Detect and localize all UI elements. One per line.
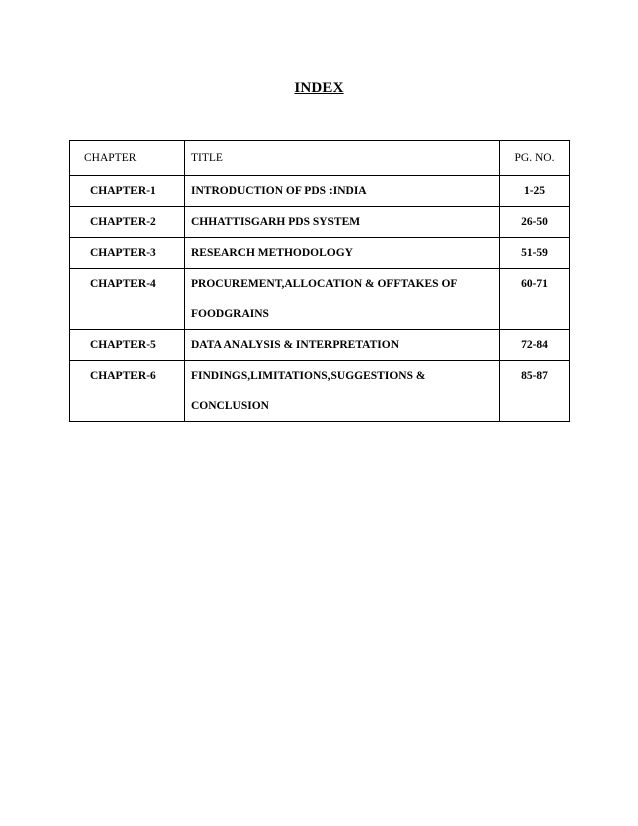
table-row: [70, 238, 570, 269]
page-range: 72-84: [521, 339, 548, 351]
chapter-cell: [70, 330, 185, 361]
chapter-title-line: FINDINGS,LIMITATIONS,SUGGESTIONS &: [191, 370, 426, 382]
chapter-title: [185, 330, 499, 360]
title-cell: [185, 330, 500, 361]
table-row: [70, 176, 570, 207]
chapter-label: CHAPTER-1: [90, 185, 156, 197]
chapter-label: CHAPTER-4: [90, 278, 156, 290]
title-cell: [185, 361, 500, 422]
chapter-label: CHAPTER-6: [90, 370, 156, 382]
page-cell: [500, 238, 570, 269]
header-chapter: CHAPTER: [84, 152, 137, 164]
header-chapter-cell: [70, 141, 185, 176]
title-cell: [185, 176, 500, 207]
title-cell: [185, 269, 500, 330]
page-range: 60-71: [521, 278, 548, 290]
title-cell: [185, 238, 500, 269]
header-page-number: PG. NO.: [514, 152, 555, 164]
page-range: 85-87: [521, 370, 548, 382]
page-cell: [500, 269, 570, 330]
index-table-body: [70, 141, 570, 422]
page-range: 51-59: [521, 247, 548, 259]
page-title: INDEX: [294, 80, 344, 96]
page-range: 1-25: [523, 185, 546, 197]
chapter-cell: [70, 207, 185, 238]
chapter-title: [185, 269, 499, 329]
chapter-title-line: CONCLUSION: [191, 400, 269, 412]
chapter-cell: [70, 238, 185, 269]
table-row: [70, 207, 570, 238]
chapter-cell: [70, 176, 185, 207]
index-table: [69, 140, 570, 422]
chapter-title: [185, 238, 499, 268]
chapter-label: CHAPTER-5: [90, 339, 156, 351]
table-row: [70, 330, 570, 361]
page-cell: [500, 176, 570, 207]
title-cell: [185, 207, 500, 238]
chapter-cell: [70, 269, 185, 330]
header-title: TITLE: [191, 152, 223, 164]
chapter-title: [185, 176, 499, 206]
header-page-cell: [500, 141, 570, 176]
page-cell: [500, 207, 570, 238]
header-title-cell: [185, 141, 500, 176]
chapter-label: CHAPTER-3: [90, 247, 156, 259]
chapter-title-line: PROCUREMENT,ALLOCATION & OFFTAKES OF: [191, 278, 458, 290]
chapter-title-line: FOODGRAINS: [191, 308, 269, 320]
table-row: [70, 269, 570, 330]
page-cell: [500, 361, 570, 422]
chapter-title-line: CHHATTISGARH PDS SYSTEM: [191, 216, 361, 228]
chapter-label: CHAPTER-2: [90, 216, 156, 228]
chapter-title-line: RESEARCH METHODOLOGY: [191, 247, 353, 259]
chapter-title: [185, 361, 499, 421]
chapter-title-line: DATA ANALYSIS & INTERPRETATION: [191, 339, 400, 351]
chapter-title-line: INTRODUCTION OF PDS :INDIA: [191, 185, 367, 197]
chapter-cell: [70, 361, 185, 422]
table-header-row: [70, 141, 570, 176]
table-row: [70, 361, 570, 422]
page-cell: [500, 330, 570, 361]
page-range: 26-50: [521, 216, 548, 228]
chapter-title: [185, 207, 499, 237]
